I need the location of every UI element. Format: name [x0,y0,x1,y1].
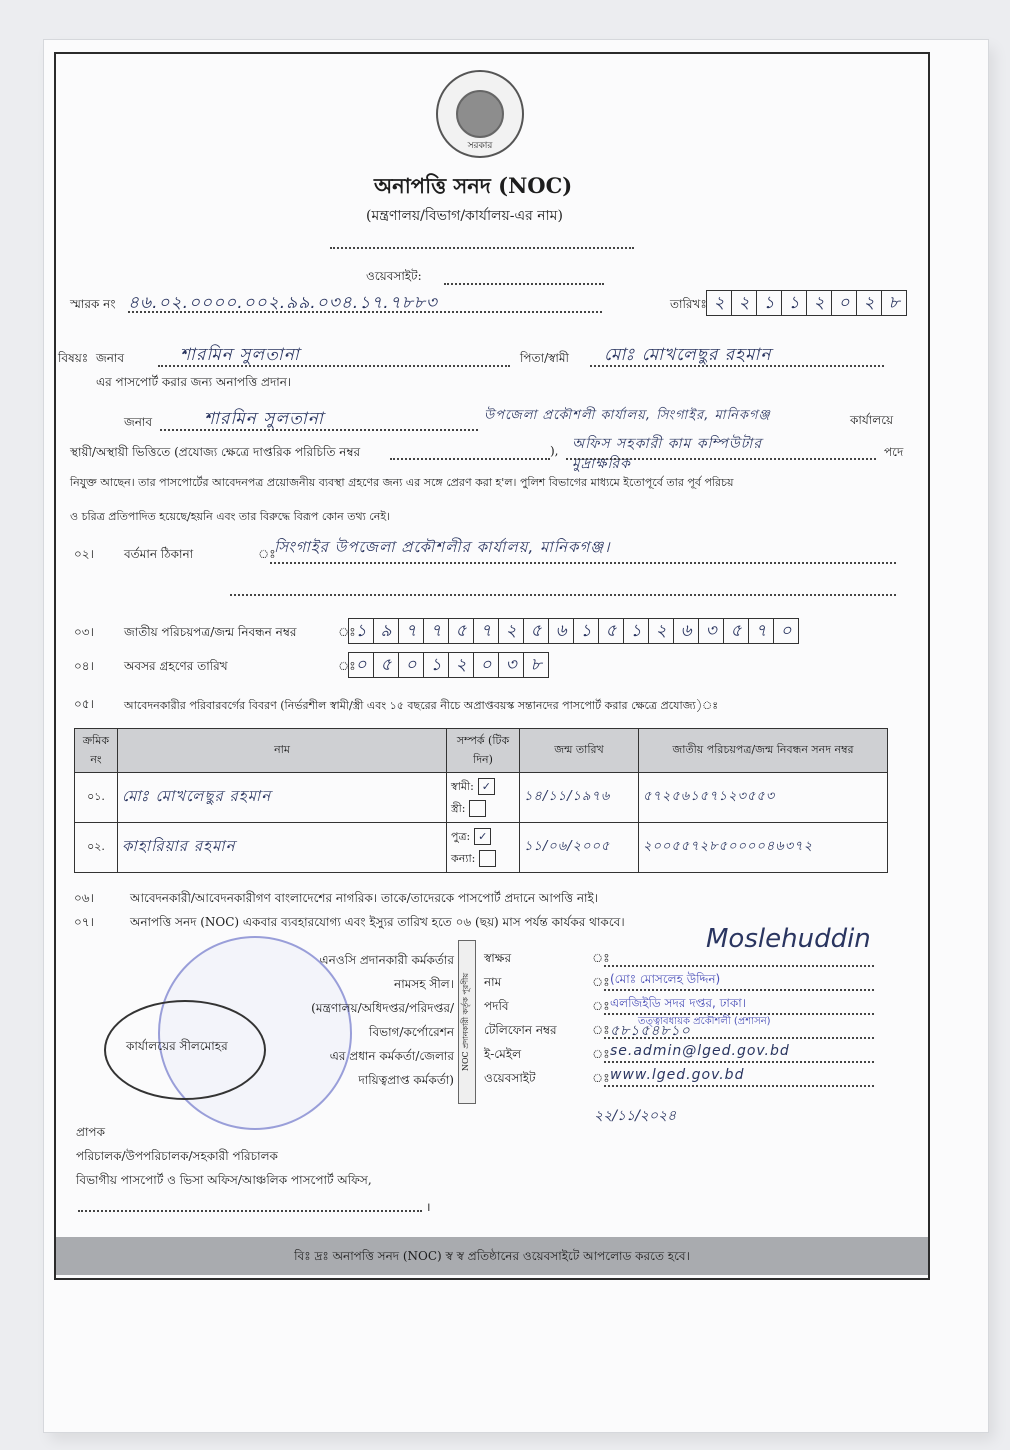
signature-field-colon: ঃ [592,999,610,1013]
table-header-nid: জাতীয় পরিচয়পত্র/জন্ম নিবন্ধন সনদ নম্বর [639,729,888,773]
signature-field-label: নাম [484,975,502,989]
nid-digit-box: ৯ [374,618,399,644]
signature-field-value: এলজিইডি সদর দপ্তর, ঢাকা। [610,996,747,1010]
date-digit-box: ২ [807,290,832,316]
table-row [75,773,888,823]
retirement-date-boxes [348,652,549,678]
table-row [75,823,888,873]
item-05-number: ০৫। [74,697,94,711]
row-serial: ০১. [75,773,118,823]
signature-field-colon: ঃ [592,1047,610,1061]
date-digit-box: ২ [706,290,732,316]
memo-line [128,311,602,313]
memo-label: স্মারক নং [70,297,116,311]
date-label: তারিখঃ [670,297,707,311]
nid-digit-box: ১ [574,618,599,644]
post-label: পদে [884,445,904,459]
noc-issuer-vertical-label: NOC প্রদানকারী কর্তৃক পূরণীয় [458,940,476,1104]
nid-digit-box: ৭ [424,618,449,644]
signature-field-label: ই-মেইল [484,1047,522,1061]
issue-date-boxes [706,290,907,316]
office-label: কার্যালয়ে [850,413,894,427]
row-name: মোঃ মোখলেছুর রহমান [118,773,447,823]
recipient-label: প্রাপক [76,1125,105,1139]
signature-field-colon: ঃ [592,951,610,965]
date-digit-box: ২ [732,290,757,316]
signature-field-value: se.admin@lged.gov.bd [610,1043,790,1059]
item-02-label: বর্তমান ঠিকানা [124,547,194,561]
item-02-number: ০২। [74,547,94,561]
subject-name-line [158,365,510,367]
issuer-text-4: বিভাগ/কর্পোরেশন [369,1025,454,1039]
issuer-text-1: এনওসি প্রদানকারী কর্মকর্তার [319,953,454,967]
retirement-digit-box: ০ [399,652,424,678]
designation-value: অফিস সহকারী কাম কম্পিউটার মুদ্রাক্ষরিক [572,436,763,472]
family-details-table [74,728,888,873]
item-03-number: ০৩। [74,625,94,639]
father-name-line [590,365,884,367]
item-05-label: আবেদনকারীর পরিবারবর্গের বিবরণ (নির্ভরশীল স্বামী/স্ত্রী এবং ১৫ বছরের নীচে অপ্রাপ্তবয়স্ক সন্তানদের পাসপোর্ট করার ক্ষেত্রে প্রযোজ্য)ঃ [124,699,719,712]
nid-digit-box: ১ [624,618,649,644]
page-title: অনাপত্তি সনদ (NOC) [374,173,573,198]
signature-field-line [604,1061,874,1063]
retirement-digit-box: ৫ [374,652,399,678]
relation-label-son: পুত্র: [451,829,471,843]
item-06-number: ০৬। [74,891,94,905]
nid-digit-box: ০ [774,618,799,644]
signature-field-value: ৫৮১৫৪৮১০ [610,1023,691,1039]
address-line-1 [270,562,896,564]
staff-id-close: ), [550,444,559,458]
nid-number-boxes [348,618,799,644]
signature-field-label: টেলিফোন নম্বর [484,1023,557,1037]
recipient-line-2: বিভাগীয় পাসপোর্ট ও ভিসা অফিস/আঞ্চলিক পাসপোর্ট অফিস, [76,1173,372,1187]
row-dob: ১১/০৬/২০০৫ [520,823,639,873]
nid-digit-box: ৭ [749,618,774,644]
initial-date: ২২/১১/২০২৪ [594,1108,677,1124]
signature-field-colon: ঃ [592,975,610,989]
nid-digit-box: ৬ [549,618,574,644]
signature-field-line [604,965,874,967]
relation-label-daughter: কন্যা: [451,851,476,865]
row-serial: ০২. [75,823,118,873]
footer-note: বিঃ দ্রঃ অনাপত্তি সনদ (NOC) স্ব স্ব প্রতিষ্ঠানের ওয়েবসাইটে আপলোড করতে হবে। [56,1237,928,1275]
relation-checkbox-daughter[interactable] [479,850,496,867]
date-digit-box: ৮ [882,290,907,316]
relation-checkbox-wife[interactable] [469,800,486,817]
subject-mr-label: জনাব [96,351,125,365]
signature-field-label: পদবি [484,999,509,1013]
table-header-name: নাম [118,729,447,773]
table-header-serial: ক্রমিক নং [75,729,118,773]
nid-digit-box: ৬ [674,618,699,644]
date-digit-box: ১ [757,290,782,316]
table-header-dob: জন্ম তারিখ [520,729,639,773]
issuer-text-5: এর প্রধান কর্মকর্তা/জেলার [329,1049,454,1063]
signature-field-colon: ঃ [592,1023,610,1037]
item-07-text: অনাপত্তি সনদ (NOC) একবার ব্যবহারযোগ্য এবং ইস্যুর তারিখ হতে ০৬ (ছয়) মাস পর্যন্ত কার্যকর থাকবে। [130,915,625,929]
row-dob: ১৪/১১/১৯৭৬ [520,773,639,823]
item-03-label: জাতীয় পরিচয়পত্র/জন্ম নিবন্ধন নম্বর [124,625,297,639]
relation-checkbox-son[interactable]: ✓ [474,828,491,845]
table-header-relation: সম্পর্ক (টিক দিন) [447,729,520,773]
signature-image: Moslehuddin [706,924,871,954]
item-07-number: ০৭। [74,915,94,929]
row-nid: ২০০৫৫৭২৮৫০০০০৪৬৩৭২ [639,823,888,873]
recipient-line-1: পরিচালক/উপপরিচালক/সহকারী পরিচালক [76,1149,278,1163]
retirement-digit-box: ২ [449,652,474,678]
signature-field-value: www.lged.gov.bd [610,1067,745,1083]
recipient-address-line [78,1210,422,1212]
signature-field-label: স্বাক্ষর [484,951,512,965]
body-name: শারমিন সুলতানা [204,409,324,429]
retirement-digit-box: ০ [348,652,374,678]
retirement-digit-box: ১ [424,652,449,678]
signature-field-label: ওয়েবসাইট [484,1071,536,1085]
signature-field-value: (মোঃ মোসলেহ উদ্দিন) [610,972,721,986]
website-line [444,283,604,285]
designation-stamp-subtitle: তত্ত্বাবধায়ক প্রকৌশলী (প্রশাসন) [638,1016,771,1027]
father-name: মোঃ মোখলেছুর রহমান [604,345,772,365]
signature-field-line [604,1085,874,1087]
document-sheet [44,40,988,1432]
government-emblem-icon: সরকার [436,70,524,158]
item-02-colon: ঃ [258,547,276,561]
recipient-line-end: । [426,1200,431,1214]
nid-digit-box: ৫ [724,618,749,644]
retirement-digit-box: ৩ [499,652,524,678]
row-relation [447,823,520,873]
issuer-text-2: নামসহ সীল। [394,977,454,991]
employment-basis-text: স্থায়ী/অস্থায়ী ভিত্তিতে (প্রযোজ্য ক্ষেত্রে দাপ্তরিক পরিচিতি নম্বর [70,445,361,459]
nid-digit-box: ৭ [474,618,499,644]
item-04-label: অবসর গ্রহণের তারিখ [124,659,228,673]
nid-digit-box: ৫ [449,618,474,644]
page-subtitle: (মন্ত্রণালয়/বিভাগ/কার্যালয়-এর নাম) [366,208,563,224]
office-seal-label: কার্যালয়ের সীলমোহর [126,1039,228,1053]
issuer-text-6: দায়িত্বপ্রাপ্ত কর্মকর্তা) [358,1073,454,1087]
relation-checkbox-husband[interactable]: ✓ [478,778,495,795]
nid-digit-box: ৭ [399,618,424,644]
nid-digit-box: ২ [649,618,674,644]
item-04-number: ০৪। [74,659,94,673]
body-name-line [160,429,478,431]
present-address-value: সিংগাইর উপজেলা প্রকৌশলীর কার্যালয়, মানিকগঞ্জ। [274,538,611,556]
father-label: পিতা/স্বামী [520,351,569,365]
date-digit-box: ১ [782,290,807,316]
nid-digit-box: ৫ [524,618,549,644]
nid-digit-box: ৩ [699,618,724,644]
website-label: ওয়েবসাইট: [366,269,422,283]
retirement-digit-box: ৮ [524,652,549,678]
item-03-colon: ঃ [338,625,356,639]
row-relation [447,773,520,823]
staff-id-line [390,458,550,460]
row-nid: ৫৭২৫৬১৫৭১২৩৫৫৩ [639,773,888,823]
date-digit-box: ২ [857,290,882,316]
row-name: কাহারিয়ার রহমান [118,823,447,873]
relation-label-husband: স্বামী: [451,779,474,793]
subject-name: শারমিন সুলতানা [180,345,300,365]
nid-digit-box: ৫ [599,618,624,644]
office-name: উপজেলা প্রকৌশলী কার্যালয়, সিংগাইর, মানিকগঞ্জ [484,408,771,423]
address-line-2 [230,594,896,596]
relation-label-wife: স্ত্রী: [451,801,466,815]
designation-line [566,458,876,460]
subject-purpose: এর পাসপোর্ট করার জন্য অনাপত্তি প্রদান। [96,375,292,389]
body-mr-label: জনাব [124,415,153,429]
issuer-text-3: (মন্ত্রণালয়/অধিদপ্তর/পরিদপ্তর/ [311,1001,454,1015]
body-paragraph-2: ও চরিত্র প্রতিপাদিত হয়েছে/হয়নি এবং তার বিরুদ্ধে বিরূপ কোন তথ্য নেই। [70,510,390,523]
subject-label: বিষয়ঃ [58,351,89,365]
date-digit-box: ০ [832,290,857,316]
body-paragraph-1: নিযুক্ত আছেন। তার পাসপোর্টের আবেদনপত্র প্রয়োজনীয় ব্যবস্থা গ্রহণের জন্য এর সঙ্গে প্রেরণ করা হ'ল। পুলিশ বিভাগের মাধ্যমে ইতোপূর্বে তার পূর্ব পরিচয় [70,476,734,489]
nid-digit-box: ১ [348,618,374,644]
memo-number: ৪৬.০২.০০০০.০০২.৯৯.০৩৪.১৭.৭৮৮৩ [128,293,438,313]
signature-field-colon: ঃ [592,1071,610,1085]
item-04-colon: ঃ [338,659,356,673]
item-06-text: আবেদনকারী/আবেদনকারীগণ বাংলাদেশের নাগরিক। তাকে/তাদেরকে পাসপোর্ট প্রদানে আপত্তি নাই। [130,891,599,905]
nid-digit-box: ২ [499,618,524,644]
retirement-digit-box: ০ [474,652,499,678]
ministry-name-line [330,247,634,249]
